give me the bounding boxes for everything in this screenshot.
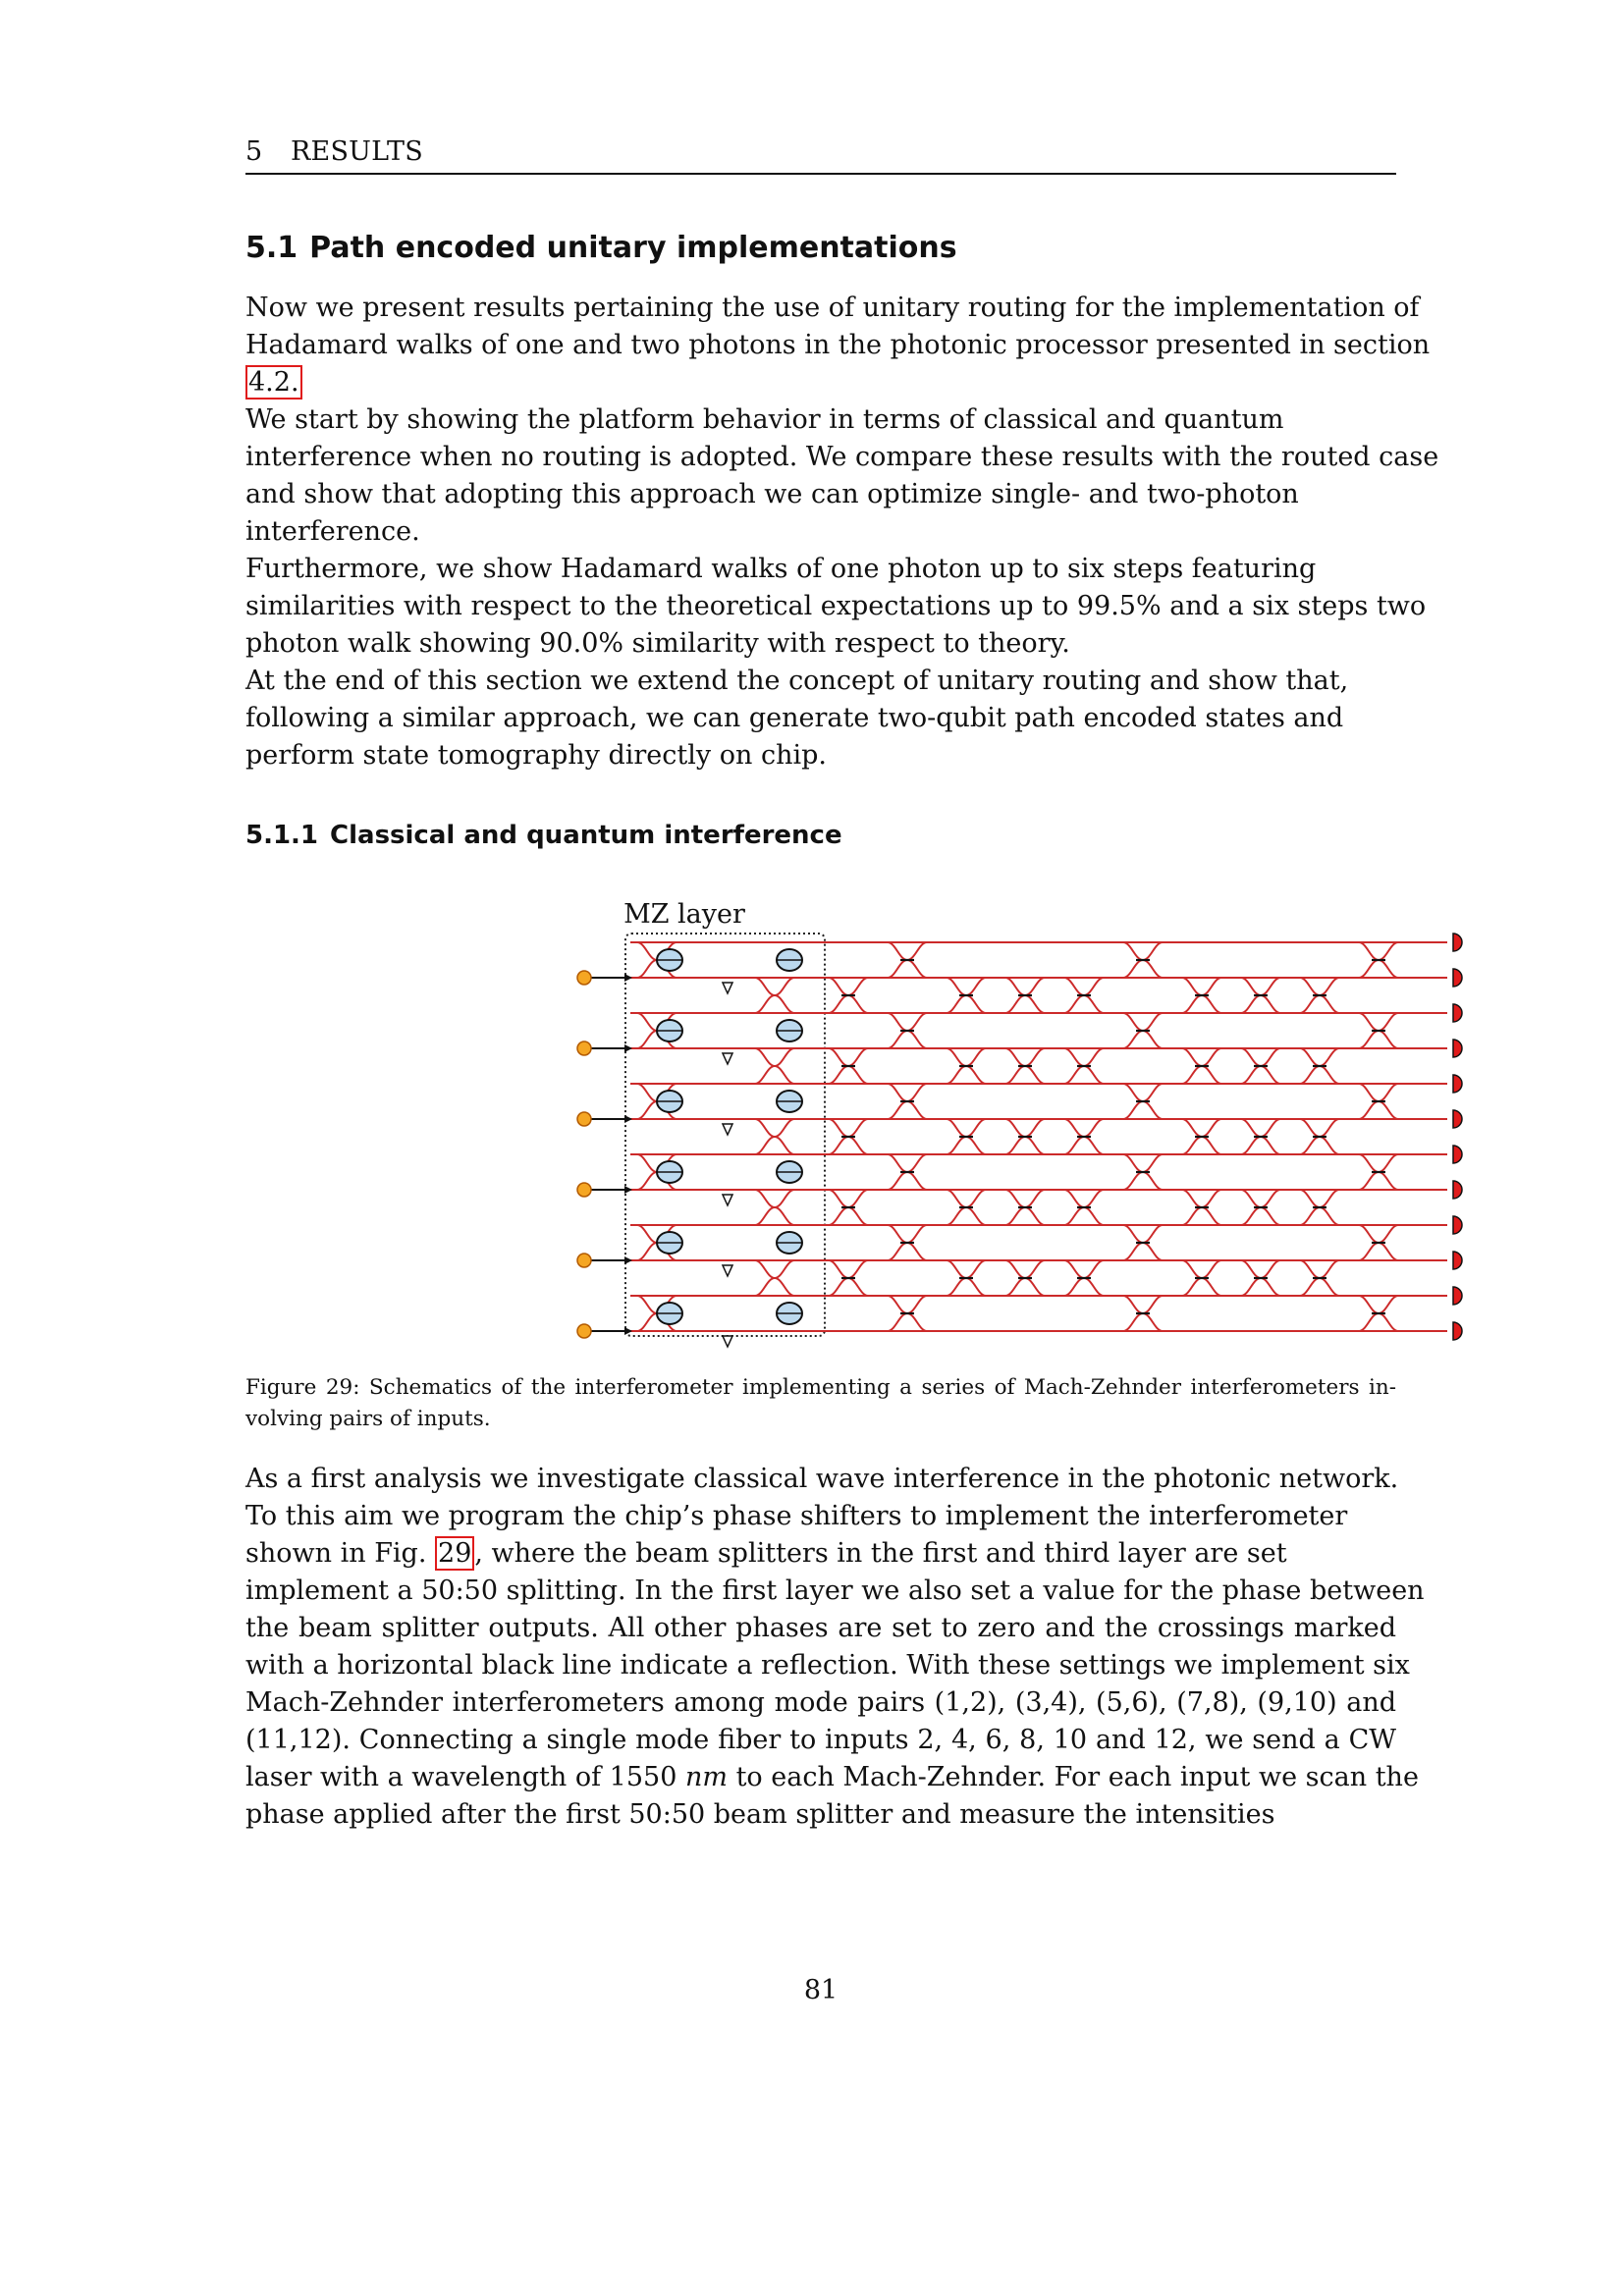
mz-layer-label: MZ layer [623,901,745,930]
detector-icon [1453,969,1462,987]
photon-source-icon [577,1112,591,1126]
text-line: At the end of this section we extend the concept of unitary routing and show that, [245,666,1349,696]
detector-icon [1453,1110,1462,1128]
phase-shifter-icon [723,983,732,993]
text-line: Furthermore, we show Hadamard walks of one photon up to six steps featuring [245,554,1317,584]
detector-icon [1453,1146,1462,1163]
text-line: (11,12). Connecting a single mode fiber to inputs 2, 4, 6, 8, 10 and 12, we send a CW [245,1725,1396,1755]
detector-icon [1453,934,1462,951]
beam-splitter-icon [777,949,802,971]
text-line: Now we present results pertaining the use of unitary routing for the implementation of [245,293,1420,323]
caption-line: Figure 29: Schematics of the interferometer implementing a series of Mach-Zehnder interferometers in- [245,1375,1396,1400]
beam-splitter-icon [657,1161,682,1183]
waveguide-crossing [749,978,800,1013]
text-line: phase applied after the first 50:50 beam splitter and measure the intensities [245,1799,1275,1830]
text-line: As a first analysis we investigate classical wave interference in the photonic network. [245,1464,1399,1494]
body-paragraph [245,1461,1425,1834]
chapter-title: RESULTS [291,136,423,167]
photon-source-icon [577,1254,591,1267]
figure-ref-link[interactable]: 29 [435,1536,474,1571]
phase-shifter-icon [723,1336,732,1347]
text-line: To this aim we program the chip’s phase shifters to implement the interferometer [245,1501,1348,1531]
input-arrow-icon [624,1256,632,1264]
text-line: interference when no routing is adopted. We compare these results with the routed case [245,442,1439,472]
text-line: and show that adopting this approach we can optimize single- and two-photon [245,479,1299,509]
text-line [245,364,1396,401]
beam-splitter-icon [777,1161,802,1183]
input-arrow-icon [624,1044,632,1052]
phase-shifter-icon [723,1265,732,1276]
subsection-heading [245,819,842,852]
beam-splitter-icon [777,1232,802,1254]
beam-splitter-icon [657,1303,682,1324]
page-number: 81 [803,1975,839,2005]
input-arrow-icon [624,974,632,982]
waveguide-crossing [749,1048,800,1084]
detector-icon [1453,1252,1462,1269]
intro-paragraph [245,290,1439,774]
text-line: similarities with respect to the theoretical expectations up to 99.5% and a six steps two [245,591,1427,621]
waveguide-crossing [749,1190,800,1225]
beam-splitter-icon [657,949,682,971]
beam-splitter-icon [777,1091,802,1112]
detector-icon [1453,1216,1462,1234]
detector-icon [1453,1322,1462,1340]
detector-icon [1453,1075,1462,1093]
text-line: following a similar approach, we can generate two-qubit path encoded states and [245,703,1344,733]
phase-shifter-icon [723,1053,732,1064]
input-arrow-icon [624,1115,632,1123]
text-line: laser with a wavelength of 1550 nm to each Mach-Zehnder. For each input we scan the [245,1762,1419,1792]
mz-layer-box [625,934,825,1336]
phase-shifter-icon [723,1124,732,1135]
text-line: interference. [245,516,420,547]
input-arrow-icon [624,1327,632,1335]
section-title: Path encoded unitary implementations [309,231,957,265]
text-line: Hadamard walks of one and two photons in the photonic processor presented in section [245,330,1431,360]
text-line: shown in Fig. 29 , where the beam splitters in the first and third layer are set [245,1538,1287,1569]
text-line: We start by showing the platform behavior in terms of classical and quantum [245,404,1284,435]
text-line: with a horizontal black line indicate a reflection. With these settings we implement six [245,1650,1410,1681]
detector-icon [1453,1181,1462,1199]
detector-icon [1453,1004,1462,1022]
beam-splitter-icon [657,1091,682,1112]
text-line: photon walk showing 90.0% similarity with respect to theory. [245,628,1070,659]
detector-icon [1453,1287,1462,1305]
text-line: implement a 50:50 splitting. In the first layer we also set a value for the phase between [245,1575,1425,1606]
section-ref-link[interactable]: 4.2. [245,365,302,400]
running-head [245,135,1396,175]
beam-splitter-icon [777,1303,802,1324]
beam-splitter-icon [657,1232,682,1254]
text-line: the beam splitter outputs. All other phases are set to zero and the crossings marked [245,1613,1396,1643]
input-arrow-icon [624,1186,632,1194]
beam-splitter-icon [657,1020,682,1041]
photon-source-icon [577,1324,591,1338]
photon-source-icon [577,971,591,985]
caption-line: volving pairs of inputs. [245,1407,491,1431]
beam-splitter-icon [777,1020,802,1041]
section-number: 5.1 [245,231,298,265]
figure-caption [245,1372,1396,1435]
waveguide-crossing [749,1119,800,1154]
interferometer-schematic [405,901,1485,1353]
waveguide-crossing [749,1260,800,1296]
phase-shifter-icon [723,1195,732,1205]
photon-source-icon [577,1183,591,1197]
section-heading [245,230,957,267]
chapter-number: 5 [245,136,263,167]
page [245,0,1439,2296]
subsection-number: 5.1.1 [245,821,319,850]
text-line: Mach-Zehnder interferometers among mode pairs (1,2), (3,4), (5,6), (7,8), (9,10) and [245,1687,1396,1718]
text-line: perform state tomography directly on chip. [245,740,827,771]
detector-icon [1453,1040,1462,1057]
photon-source-icon [577,1041,591,1055]
figure-29 [405,901,1485,1353]
subsection-title: Classical and quantum interference [330,821,842,850]
